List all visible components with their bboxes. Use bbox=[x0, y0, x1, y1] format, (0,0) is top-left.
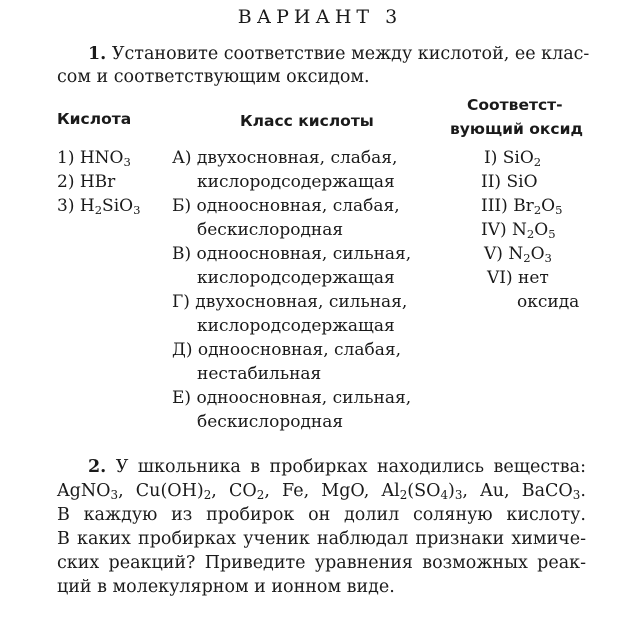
oxide-item-6-line2: оксида bbox=[517, 292, 580, 312]
oxide-item-2: II) SiO bbox=[481, 172, 538, 192]
oxide-item-1: I) SiO$_2$ bbox=[484, 148, 542, 169]
substance-mgo: MgO, bbox=[321, 481, 370, 501]
acid-item-1: 1) $HNO_3$ bbox=[57, 148, 131, 169]
q1-text-1: Установите соответствие между кислотой, ее клас- bbox=[111, 44, 590, 64]
q2-line-3: В каждую из пробирок он долил соляную кислоту. bbox=[57, 505, 586, 525]
q2-line-4: В каких пробирках ученик наблюдал признаки химиче- bbox=[57, 529, 586, 549]
variant-title: ВАРИАНТ 3 bbox=[237, 6, 403, 28]
class-item-e-line1: Е) одноосновная, сильная, bbox=[172, 388, 412, 408]
q2-text-1: У школьника в пробирках находились вещества: bbox=[115, 457, 586, 477]
substance-au: Au, bbox=[480, 481, 510, 501]
class-item-a-line2: кислородсодержащая bbox=[197, 172, 395, 192]
q1-line-1 bbox=[88, 44, 589, 64]
header-oxide-line1: Соответст- bbox=[467, 96, 563, 114]
substance-cuoh2: $Cu(OH)_2$, bbox=[135, 481, 217, 502]
substance-fe: Fe, bbox=[282, 481, 310, 501]
oxide-item-6: VI) нет bbox=[487, 268, 549, 288]
oxide-item-5: V) $N_2O_3$ bbox=[484, 244, 552, 265]
class-item-a-line1: А) двухосновная, слабая, bbox=[172, 148, 398, 168]
oxide-item-3: III) $Br_2O_5$ bbox=[481, 196, 563, 217]
class-item-b-line2: бескислородная bbox=[197, 220, 344, 240]
substance-baco3: BaCO$_3$. bbox=[521, 481, 586, 502]
q2-line-6: ций в молекулярном и ионном виде. bbox=[57, 577, 395, 597]
header-class: Класс кислоты bbox=[240, 112, 374, 130]
q2-line-1 bbox=[88, 457, 586, 477]
oxide-item-4: IV) $N_2O_5$ bbox=[481, 220, 556, 241]
q2-number: 2. bbox=[88, 457, 107, 477]
substance-agno3: AgNO$_3$, bbox=[57, 481, 124, 502]
class-item-d-line2: нестабильная bbox=[197, 364, 322, 384]
q2-substances-line bbox=[57, 481, 586, 501]
header-oxide-line2: вующий оксид bbox=[450, 120, 583, 138]
q1-text-2: сом и соответствующим оксидом. bbox=[57, 67, 370, 87]
class-item-g-line2: кислородсодержащая bbox=[197, 316, 395, 336]
q2-line-5: ских реакций? Приведите уравнения возможных реак- bbox=[57, 553, 586, 573]
class-item-e-line2: бескислородная bbox=[197, 412, 344, 432]
class-item-v-line1: В) одноосновная, сильная, bbox=[172, 244, 412, 264]
substance-co2: $CO_2$, bbox=[229, 481, 270, 502]
acid-item-3: 3) $H_2SiO_3$ bbox=[57, 196, 141, 217]
class-item-g-line1: Г) двухосновная, сильная, bbox=[172, 292, 408, 312]
header-acid: Кислота bbox=[57, 110, 132, 128]
q1-number: 1. bbox=[88, 44, 107, 64]
class-item-b-line1: Б) одноосновная, слабая, bbox=[172, 196, 400, 216]
substance-al2so43: $Al_2(SO_4)_3$, bbox=[381, 481, 468, 502]
class-item-d-line1: Д) одноосновная, слабая, bbox=[172, 340, 401, 360]
acid-item-2: 2) HBr bbox=[57, 172, 116, 192]
class-item-v-line2: кислородсодержащая bbox=[197, 268, 395, 288]
